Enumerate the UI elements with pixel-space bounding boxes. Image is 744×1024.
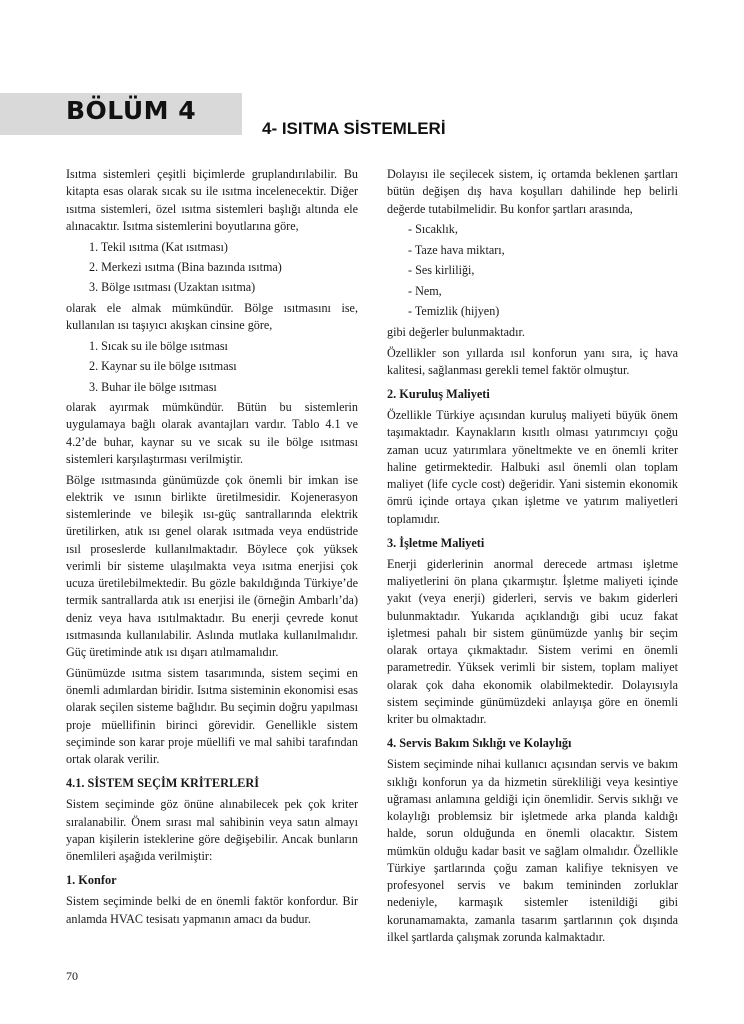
paragraph: Bölge ısıtmasında günümüzde çok önemli bir imkan ise elektrik ve ısının birlikte üretilmesidir. Kojenerasyon sistemlerinde ve bileşik ısı-güç santrallarında elektrik üretilirken, atık ısı genel olarak ısıtmada veya endüstride ısıl proseslerde kullanılmaktadır. Böylece çok yüksek verimli bir sisteme ulaşılmakta veya ısıtma enerjisi çok ucuza üretilebilmektedir. Bu gözle bakıldığında Türkiye’de termik santrallarda atık ısı enerjisi ile (örneğin Ambarlı’da) deniz veya hava ısıtılmaktadır. Bu enerji çevrede konut ısıtmasında kullanılabilir. Aslında mutlaka kullanılmalıdır. Güç üretiminde atık ısı dışarı atılmamalıdır. — [66, 472, 358, 660]
paragraph: gibi değerler bulunmaktadır. — [387, 324, 525, 339]
list-item: - Temizlik (hijyen) — [408, 304, 500, 319]
paragraph: olarak ele almak mümkündür. Bölge ısıtmasını ise, kullanılan ısı taşıyıcı akışkan cinsine göre, — [66, 300, 358, 333]
list-item: - Ses kirliliği, — [408, 263, 475, 278]
paragraph: Özellikler son yıllarda ısıl konforun yanı sıra, iç hava kalitesi, sağlanması gerekli temel faktör olmuştur. — [387, 345, 678, 377]
paragraph: Sistem seçiminde nihai kullanıcı açısından servis ve bakım sıklığı konforun ya da hizmetin sürekliliği veya kesintiye uğraması anlamına geldiği için önemlidir. Servis sıklığı ve kolaylığı problemsiz bir işletmede arka planda kaldığı halde, sorun olduğunda en önemli olacaktır. Sistem mümkün olduğu kadar basit ve sağlam olmalıdır. Özellikle Türkiye şartlarında çoğu zaman kalifiye teknisyen ve profesyonel servis ve bakım temininden zorluklar nedeniyle, karmaşık sistemler istenildiği gibi korunamamakta, zamanla tasarım şartlarının çok dışında ilkel şartlarda çalışmak zorunda kalmaktadır. — [387, 757, 678, 944]
subsection-heading: 4. Servis Bakım Sıklığı ve Kolaylığı — [387, 736, 572, 751]
right-column — [387, 166, 678, 950]
section-title: 4- ISITMA SİSTEMLERİ — [262, 119, 446, 138]
paragraph: Günümüzde ısıtma sistem tasarımında, sistem seçimi en önemli adımlardan biridir. Isıtma sisteminin ekonomisi esas olarak seçilen sisteme bağlıdır. Bu seçimin doğru yapılması proje müellifinin birinci görevidir. Genellikle sistem seçiminde son karar proje müellifi ve mal sahibi tarafından ortak olarak verilir. — [66, 665, 358, 767]
paragraph: Sistem seçiminde belki de en önemli faktör konfordur. Bir anlamda HVAC tesisatı yapmanın amacı da budur. — [66, 894, 358, 926]
list-item: 3. Bölge ısıtması (Uzaktan ısıtma) — [89, 280, 256, 295]
list-item: 1. Sıcak su ile bölge ısıtması — [89, 338, 228, 353]
system-size-list — [66, 239, 358, 297]
district-heating-list — [66, 338, 358, 396]
paragraph: Sistem seçiminde göz önüne alınabilecek pek çok kriter sıralanabilir. Önem sırası mal sahibinin veya satın almayı yapan kişilerin isteklerine göre değişebilir. Ancak bunların önemlileri aşağıda verilmiştir: — [66, 797, 358, 864]
list-item: - Taze hava miktarı, — [408, 242, 505, 257]
subsection-heading: 2. Kuruluş Maliyeti — [387, 387, 490, 402]
page-number: 70 — [66, 969, 78, 983]
list-item: - Nem, — [408, 283, 442, 298]
paragraph: Isıtma sistemleri çeşitli biçimlerde gruplandırılabilir. Bu kitapta esas olarak sıcak su ile ısıtma incelenecektir. Diğer ısıtma sistemleri, özel ısıtma sistemleri başlığı altında ele alınacaktır. Isıtma sistemlerini boyutlarına göre, — [66, 167, 358, 233]
comfort-conditions-list — [387, 221, 678, 320]
paragraph: Enerji giderlerinin anormal derecede artması işletme maliyetlerini ön plana çıkarmıştır. İşletme maliyeti içinde yakıt (veya enerji) giderleri, servis ve bakım giderleri bulunmaktadır. Yukarıda açıklandığı gibi ucuz fakat işletmesi pahalı bir sistem günümüzde yanlış bir seçim olarak ortaya çıkmaktadır. Sistem verimi en önemli parametredir. Yüksek verimli bir sistem, toplam maliyet olarak çok daha ekonomik olabilmektedir. Dolayısıyla sistem seçiminde günümüzdeki anlayışa göre en önemli kriter bu olmaktadır. — [387, 556, 678, 727]
paragraph: Dolayısı ile seçilecek sistem, iç ortamda beklenen şartları bütün değişen dış hava koşulları dahilinde hep belirli değerde tutabilmelidir. Bu konfor şartları arasında, — [387, 167, 678, 216]
list-item: 2. Kaynar su ile bölge ısıtması — [89, 359, 237, 374]
subsection-heading: 3. İşletme Maliyeti — [387, 535, 485, 550]
subsection-heading: 1. Konfor — [66, 873, 117, 888]
paragraph: olarak ayırmak mümkündür. Bütün bu sistemlerin uygulamaya bağlı olarak avantajları vardır. Tablo 4.1 ve 4.2’de buhar, kaynar su ve sıcak su ile bölge ısıtması sistemleri karşılaştırması verilmiştir. — [66, 400, 358, 466]
chapter-label: BÖLÜM 4 — [66, 96, 197, 125]
section-heading: 4.1. SİSTEM SEÇİM KRİTERLERİ — [66, 776, 260, 791]
paragraph: Özellikle Türkiye açısından kuruluş maliyeti büyük önem taşımaktadır. Kaynakların kısıtlı olması yatırımcıyı çoğu zaman ucuz yatırımlara yöneltmekte ve en önemli kriter haline getirmektedir. Halbuki asıl önemli olan toplam maliyet (life cycle cost) değeridir. Yani sistemin ekonomik ömrü içinde ortaya çıkan işletme ve yatırım maliyetleri toplamıdır. — [387, 408, 678, 526]
list-item: - Sıcaklık, — [408, 222, 458, 237]
list-item: 3. Buhar ile bölge ısıtması — [89, 379, 217, 394]
list-item: 1. Tekil ısıtma (Kat ısıtması) — [89, 239, 228, 254]
left-column — [66, 166, 358, 931]
list-item: 2. Merkezi ısıtma (Bina bazında ısıtma) — [89, 259, 282, 274]
